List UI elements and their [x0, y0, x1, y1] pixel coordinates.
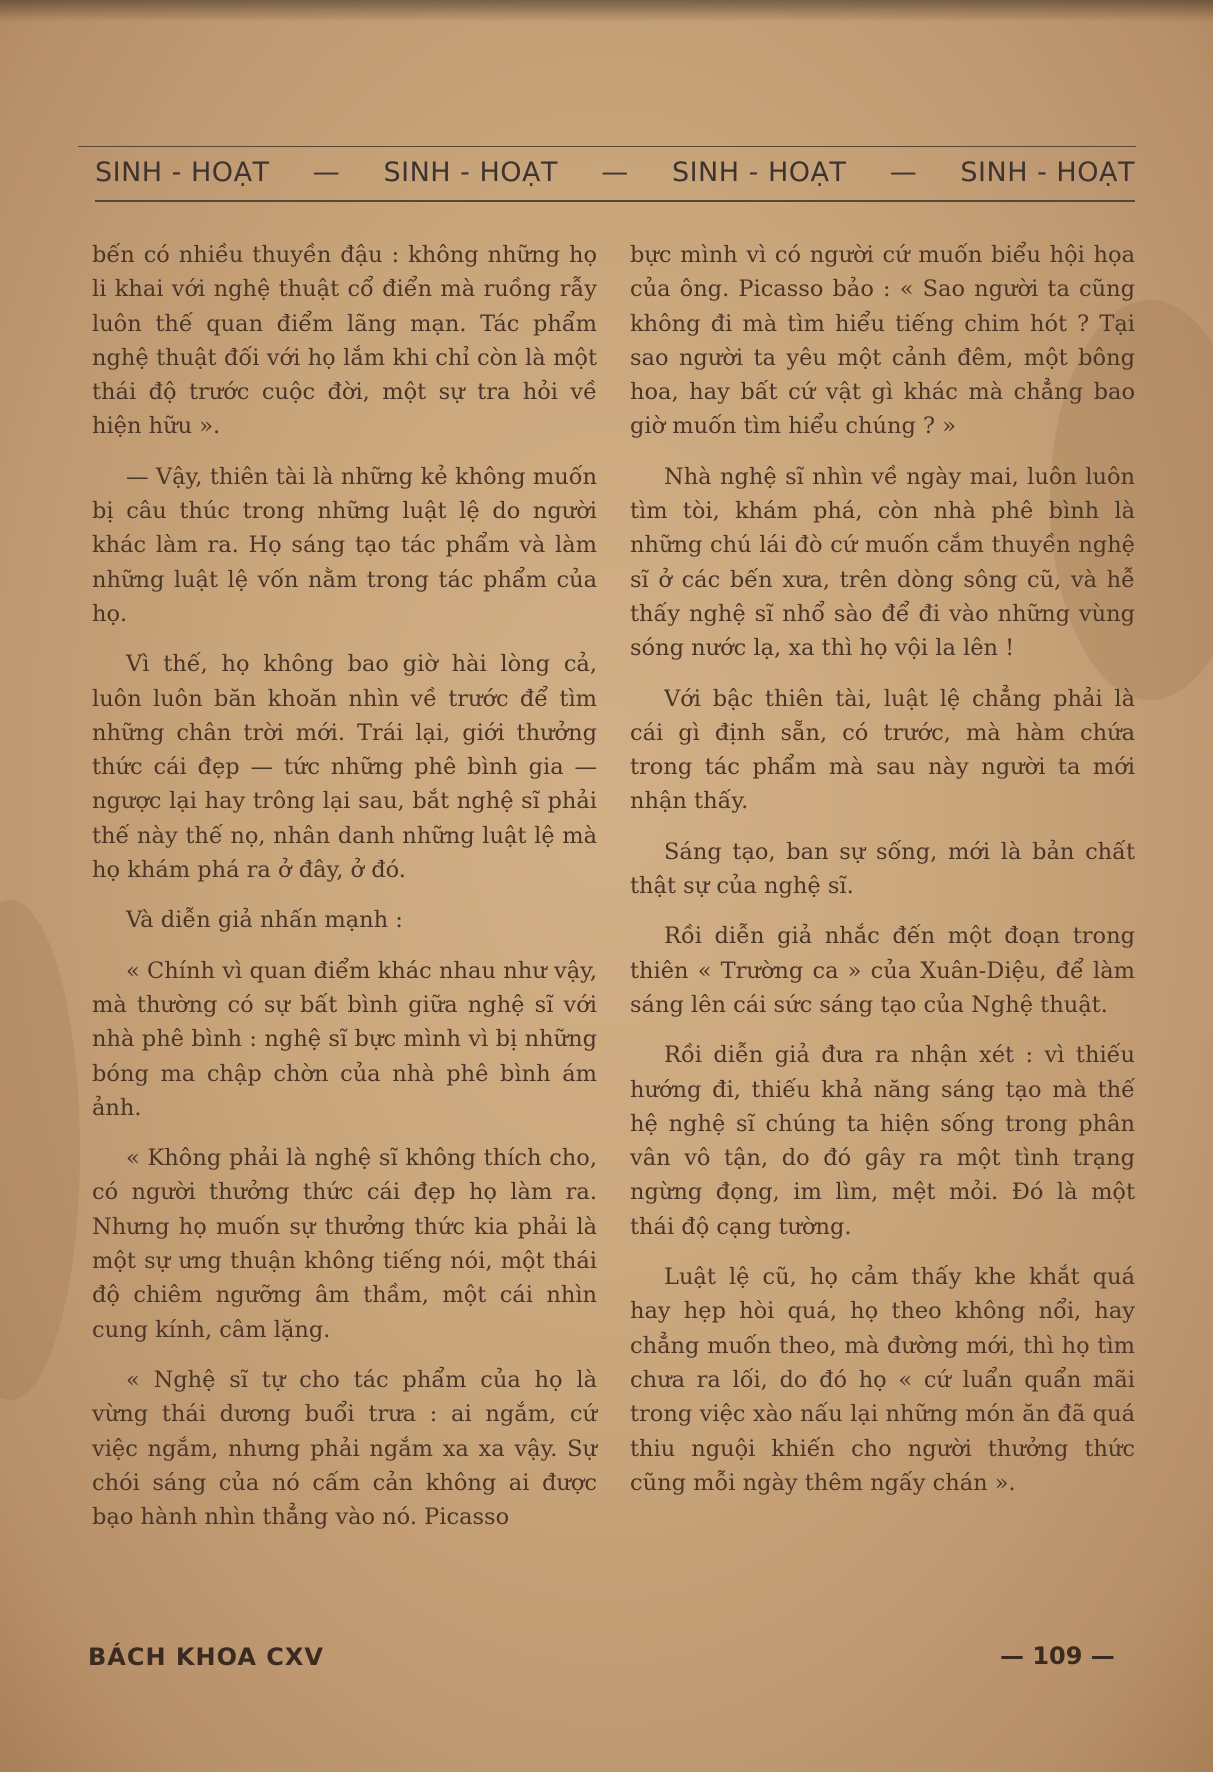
paragraph: — Vậy, thiên tài là những kẻ không muốn bị câu thúc trong những luật lệ do người khác làm ra. Họ sáng tạo tác phẩm và làm những luật lệ vốn nằm trong tác phẩm của họ. — [92, 463, 597, 627]
paper-stain — [0, 900, 80, 1400]
paragraph: bến có nhiều thuyền đậu : không những họ li khai với nghệ thuật cổ điển mà ruồng rẫy luôn thế quan điểm lãng mạn. Tác phẩm nghệ thuật đối với họ lắm khi chỉ còn là một thái độ trước cuộc đời, một sự tra hỏi về hiện hữu ». — [92, 242, 597, 440]
left-column — [92, 238, 597, 1550]
paragraph: « Nghệ sĩ tự cho tác phẩm của họ là vừng thái dương buổi trưa : ai ngắm, cứ việc ngắm, nhưng phải ngắm xa xa vậy. Sự chói sáng của nó cấm cản không ai được bạo hành nhìn thẳng vào nó. Picasso — [92, 1366, 597, 1531]
running-header — [95, 152, 1135, 192]
header-rule-top — [78, 146, 1136, 147]
header-section-label: SINH - HOẠT — [383, 156, 558, 188]
page-number: — 109 — — [1000, 1642, 1115, 1670]
paragraph: Và diễn giả nhấn mạnh : — [126, 907, 403, 934]
publication-name: BÁCH KHOA CXV — [88, 1643, 324, 1671]
header-section-label: SINH - HOẠT — [95, 156, 270, 188]
header-separator: — — [601, 156, 629, 188]
header-separator: — — [889, 156, 918, 188]
paragraph: bực mình vì có người cứ muốn biểu hội họa của ông. Picasso bảo : « Sao người ta cũng không đi mà tìm hiểu tiếng chim hót ? Tại sao người ta yêu một cảnh đêm, một bông hoa, hay bất cứ vật gì khác mà chẳng bao giờ muốn tìm hiểu chúng ? » — [630, 242, 1135, 440]
paragraph: Với bậc thiên tài, luật lệ chẳng phải là cái gì định sẵn, có trước, mà hàm chứa trong tác phẩm mà sau này người ta mới nhận thấy. — [630, 685, 1135, 815]
page-top-edge — [0, 0, 1213, 22]
header-section-label: SINH - HOẠT — [960, 156, 1135, 188]
header-rule-bottom — [95, 200, 1135, 202]
header-section-label: SINH - HOẠT — [671, 156, 847, 188]
paragraph: « Không phải là nghệ sĩ không thích cho, có người thưởng thức cái đẹp họ làm ra. Nhưng họ muốn sự thưởng thức kia phải là một sự ưng thuận không tiếng nói, một thái độ chiêm ngưỡng âm thầm, một cái nhìn cung kính, câm lặng. — [92, 1145, 597, 1343]
paragraph: Vì thế, họ không bao giờ hài lòng cả, luôn luôn băn khoăn nhìn về trước để tìm những chân trời mới. Trái lại, giới thưởng thức cái đẹp — tức những phê bình gia — ngược lại hay trông lại sau, bắt nghệ sĩ phải thế này thế nọ, nhân danh những luật lệ mà họ khám phá ra ở đây, ở đó. — [92, 651, 597, 884]
paragraph: Rồi diễn giả đưa ra nhận xét : vì thiếu hướng đi, thiếu khả năng sáng tạo mà thế hệ nghệ sĩ chúng ta hiện sống trong phân vân vô tận, do đó gây ra một tình trạng ngừng đọng, im lìm, mệt mỏi. Đó là một thái độ cạng tường. — [630, 1042, 1135, 1240]
right-column — [630, 238, 1135, 1516]
header-separator: — — [312, 156, 341, 188]
paragraph: Nhà nghệ sĩ nhìn về ngày mai, luôn luôn tìm tòi, khám phá, còn nhà phê bình là những chú lái đò cứ muốn cắm thuyền nghệ sĩ ở các bến xưa, trên dòng sông cũ, và hễ thấy nghệ sĩ nhổ sào để đi vào những vùng sóng nước lạ, xa thì họ vội la lên ! — [630, 463, 1135, 662]
paragraph: Sáng tạo, ban sự sống, mới là bản chất thật sự của nghệ sĩ. — [630, 838, 1135, 900]
paragraph: « Chính vì quan điểm khác nhau như vậy, mà thường có sự bất bình giữa nghệ sĩ với nhà phê bình : nghệ sĩ bực mình vì bị những bóng ma chập chờn của nhà phê bình ám ảnh. — [92, 957, 597, 1121]
paragraph: Rồi diễn giả nhắc đến một đoạn trong thiên « Trường ca » của Xuân-Diệu, để làm sáng lên cái sức sáng tạo của Nghệ thuật. — [630, 923, 1135, 1018]
paragraph: Luật lệ cũ, họ cảm thấy khe khắt quá hay hẹp hòi quá, họ theo không nổi, hay chẳng muốn theo, mà đường mới, thì họ tìm chưa ra lối, do đó họ « cứ luẩn quẩn mãi trong việc xào nấu lại những món ăn đã quá thiu nguội khiến cho người thưởng thức cũng mỗi ngày thêm ngấy chán ». — [630, 1264, 1135, 1496]
